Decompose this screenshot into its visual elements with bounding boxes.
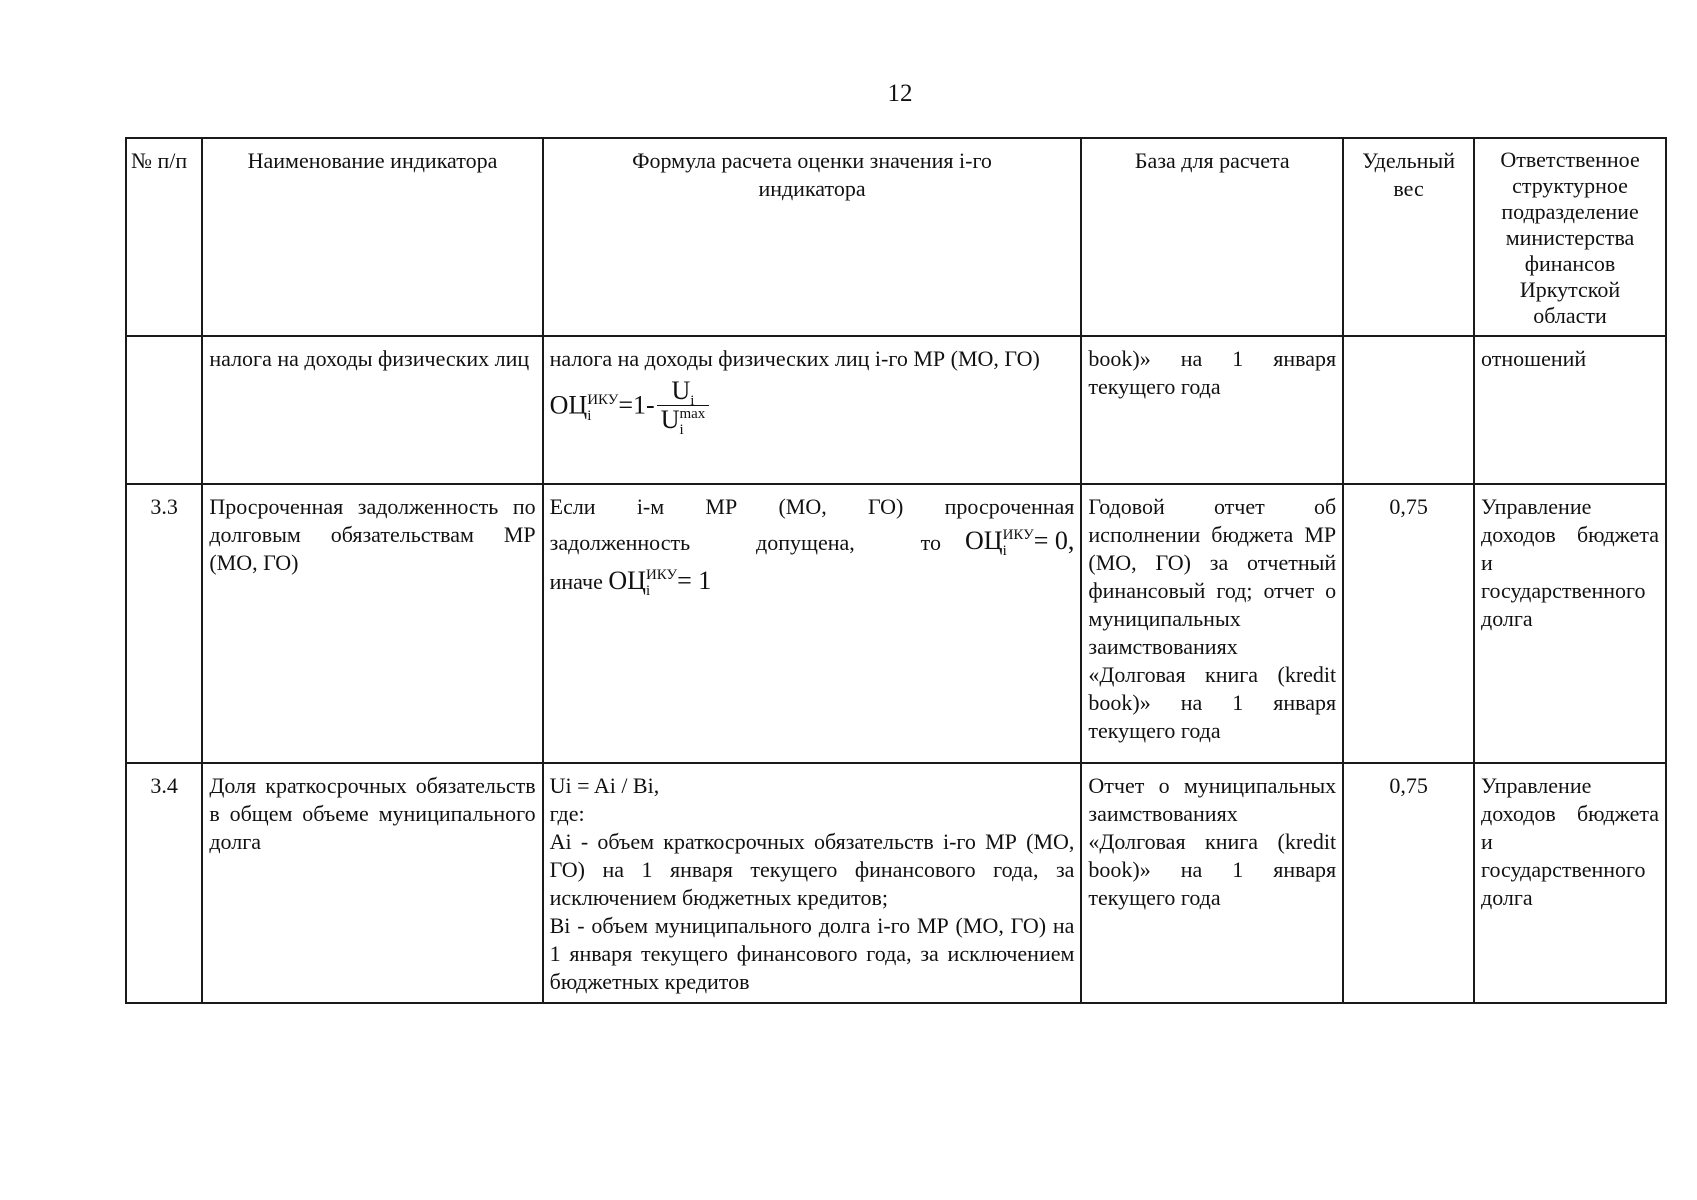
cell-num — [126, 336, 202, 484]
formula-rhs: = 0, — [1033, 526, 1075, 555]
formula-line-2-text: задолженность допущена, то — [549, 530, 941, 556]
cell-weight: 0,75 — [1343, 484, 1474, 763]
page-number: 12 — [887, 80, 913, 107]
cell-dept: отношений — [1474, 336, 1666, 484]
formula-lhs: ОЦ — [549, 390, 588, 420]
formula-line-4: Bi - объем муниципального долга i-го МР (МО, ГО) на 1 января текущего финансового года, за исключением бюджетных кредитов — [549, 913, 1075, 994]
cell-num: 3.3 — [126, 484, 202, 763]
cell-formula — [543, 763, 1082, 1003]
table-row-3-4 — [126, 763, 1666, 1003]
fraction-denominator-sup: max — [679, 406, 706, 423]
formula-line-1: Если i-м МР (МО, ГО) просроченная — [549, 494, 1075, 519]
cell-weight: 0,75 — [1343, 763, 1474, 1003]
header-dept: Ответственное структурное подразделение министерства финансов Иркутской области — [1474, 138, 1666, 336]
cell-formula — [543, 484, 1082, 763]
formula-result-zero — [965, 527, 1074, 559]
cell-name: Доля краткосрочных обязательств в общем объеме муниципального долга — [202, 763, 542, 1003]
fraction-denominator: U — [660, 405, 680, 434]
formula-sup: ИКУ — [587, 391, 619, 408]
table-row-continued — [126, 336, 1666, 484]
fraction-numerator-sub: i — [690, 393, 695, 410]
formula-sub: i — [1002, 543, 1007, 560]
formula-sup: ИКУ — [1002, 527, 1034, 544]
formula-line-2: где: — [549, 801, 585, 826]
formula-text: налога на доходы физических лиц i-го МР (МО, ГО) — [549, 346, 1040, 371]
cell-base: Годовой отчет об исполнении бюджета МР (МО, ГО) за отчетный финансовый год; отчет о муниципальных заимствованиях «Долговая книга (kredit book)» на 1 января текущего года — [1081, 484, 1343, 763]
formula-eq: =1- — [618, 390, 655, 420]
formula-line-1: Ui = Ai / Bi, — [549, 773, 660, 798]
formula-fraction — [657, 377, 710, 438]
header-name: Наименование индикатора — [202, 138, 542, 336]
formula-line-2 — [550, 527, 1075, 559]
formula-expression — [550, 377, 1075, 438]
formula-line-3 — [550, 567, 1075, 599]
header-base: База для расчета — [1081, 138, 1343, 336]
formula-lhs: ОЦ — [608, 566, 646, 596]
base-line-2: текущего года — [1088, 374, 1221, 399]
cell-name: Просроченная задолженность по долговым обязательствам МР (МО, ГО) — [202, 484, 542, 763]
fraction-numerator: U — [671, 376, 691, 405]
cell-dept: Управление доходов бюджета и государственного долга — [1474, 763, 1666, 1003]
cell-weight — [1343, 336, 1474, 484]
table-header-row — [126, 138, 1666, 336]
base-line-1: book)» на 1 января — [1088, 346, 1337, 371]
indicator-table — [125, 137, 1667, 1004]
formula-line-3: Ai - объем краткосрочных обязательств i-го МР (МО, ГО) на 1 января текущего финансового года, за исключением бюджетных кредитов; — [549, 829, 1075, 910]
cell-dept: Управление доходов бюджета и государственного долга — [1474, 484, 1666, 763]
formula-result-one — [608, 566, 712, 600]
formula-supsub — [587, 392, 618, 424]
cell-base: Отчет о муниципальных заимствованиях «Долговая книга (kredit book)» на 1 января текущего года — [1081, 763, 1343, 1003]
cell-formula — [543, 336, 1082, 484]
formula-sub: i — [587, 407, 592, 424]
formula-sub: i — [645, 583, 651, 600]
cell-base — [1081, 336, 1343, 484]
formula-rhs: = 1 — [677, 566, 712, 596]
table-row-3-3 — [126, 484, 1666, 763]
formula-sup: ИКУ — [645, 567, 678, 584]
header-formula: Формула расчета оценки значения i-го индикатора — [543, 138, 1082, 336]
header-num: № п/п — [126, 138, 202, 336]
cell-name: налога на доходы физических лиц — [202, 336, 542, 484]
cell-num: 3.4 — [126, 763, 202, 1003]
formula-line-3-text: иначе — [549, 569, 603, 595]
fraction-denominator-sub: i — [679, 422, 684, 439]
formula-lhs: ОЦ — [965, 526, 1003, 555]
header-weight: Удельный вес — [1343, 138, 1474, 336]
